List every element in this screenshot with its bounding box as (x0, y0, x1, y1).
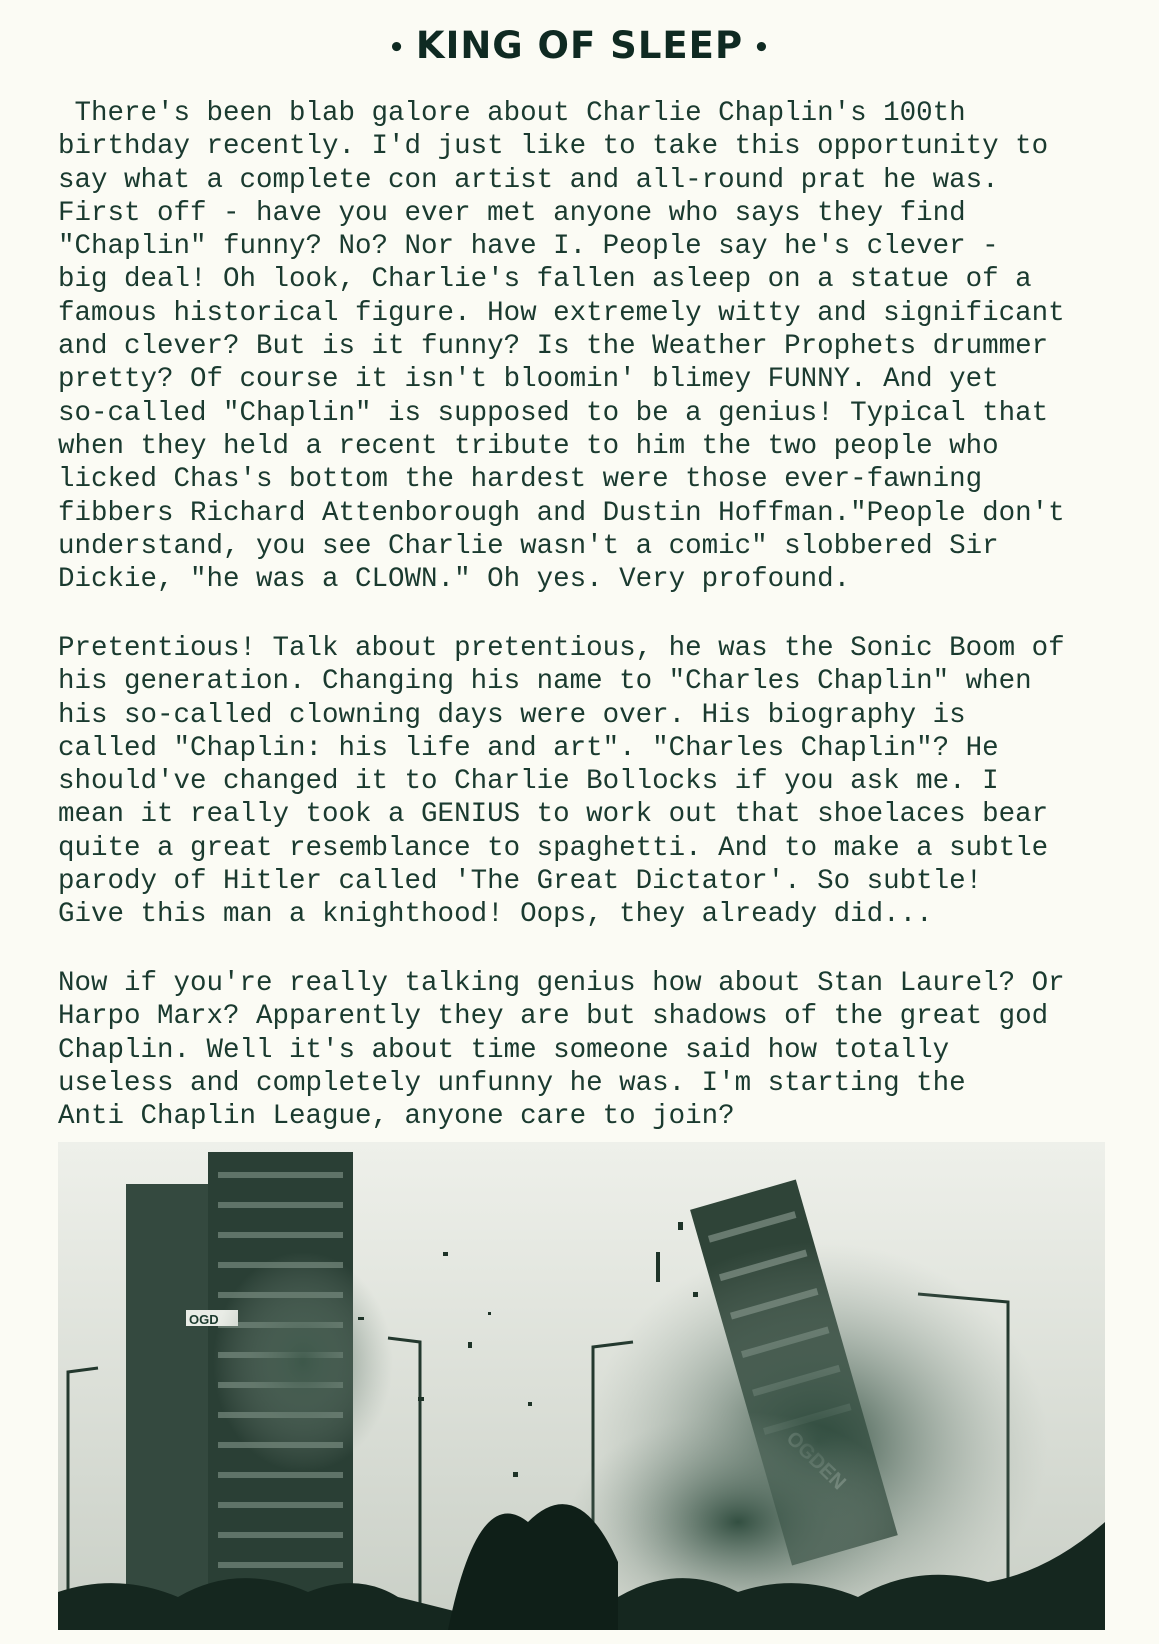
text-line: Give this man a knighthood! Oops, they already did... (58, 899, 933, 931)
text-line: Harpo Marx? Apparently they are but shadows of the great god (58, 1001, 1049, 1033)
text-line: pretty? Of course it isn't bloomin' blimey FUNNY. And yet (58, 364, 999, 396)
text-line: fibbers Richard Attenborough and Dustin Hoffman."People don't (58, 497, 1065, 529)
text-line: should've changed it to Charlie Bollocks if you ask me. I (58, 766, 999, 798)
text-line: First off - have you ever met anyone who says they find (58, 197, 966, 229)
text-line: Dickie, "he was a CLOWN." Oh yes. Very profound. (58, 564, 851, 596)
text-line: quite a great resemblance to spaghetti. And to make a subtle (58, 832, 1049, 864)
text-line: famous historical figure. How extremely witty and significant (58, 297, 1065, 329)
title-text: KING OF SLEEP (415, 24, 744, 67)
text-line: Chaplin. Well it's about time someone said how totally (58, 1034, 950, 1066)
text-line: licked Chas's bottom the hardest were those ever-fawning (58, 464, 983, 496)
title-bullet-right: • (753, 32, 771, 63)
text-line: parody of Hitler called 'The Great Dictator'. So subtle! (58, 866, 983, 898)
paragraph-2 (58, 632, 1108, 932)
text-line: There's been blab galore about Charlie Chaplin's 100th (58, 98, 966, 129)
text-line: "Chaplin" funny? No? Nor have I. People say he's clever - (58, 231, 999, 263)
title-bullet-left: • (388, 32, 406, 63)
article-title (0, 24, 1159, 67)
paragraph-3 (58, 967, 1108, 1133)
text-line: so-called "Chaplin" is supposed to be a genius! Typical that (58, 397, 1049, 429)
paragraph-1 (58, 97, 1108, 596)
sign-left-text: OGD (189, 1312, 219, 1327)
text-line: birthday recently. I'd just like to take this opportunity to (58, 131, 1049, 163)
demolition-photo (58, 1142, 1105, 1630)
text-line: understand, you see Charlie wasn't a comic" slobbered Sir (58, 530, 999, 562)
text-line: Now if you're really talking genius how about Stan Laurel? Or (58, 968, 1065, 999)
tower-block-demolition-image (58, 1142, 1105, 1630)
text-line: and clever? But is it funny? Is the Weather Prophets drummer (58, 331, 1049, 363)
text-line: Anti Chaplin League, anyone care to join? (58, 1101, 735, 1133)
text-line: Pretentious! Talk about pretentious, he was the Sonic Boom of (58, 633, 1065, 664)
text-line: say what a complete con artist and all-round prat he was. (58, 164, 999, 196)
text-line: his so-called clowning days were over. His biography is (58, 699, 966, 731)
text-line: his generation. Changing his name to "Charles Chaplin" when (58, 666, 1032, 698)
text-line: useless and completely unfunny he was. I'm starting the (58, 1067, 966, 1099)
text-line: when they held a recent tribute to him the two people who (58, 430, 999, 462)
text-line: big deal! Oh look, Charlie's fallen asleep on a statue of a (58, 264, 1032, 296)
text-line: mean it really took a GENIUS to work out that shoelaces bear (58, 799, 1049, 831)
text-line: called "Chaplin: his life and art". "Charles Chaplin"? He (58, 732, 999, 764)
